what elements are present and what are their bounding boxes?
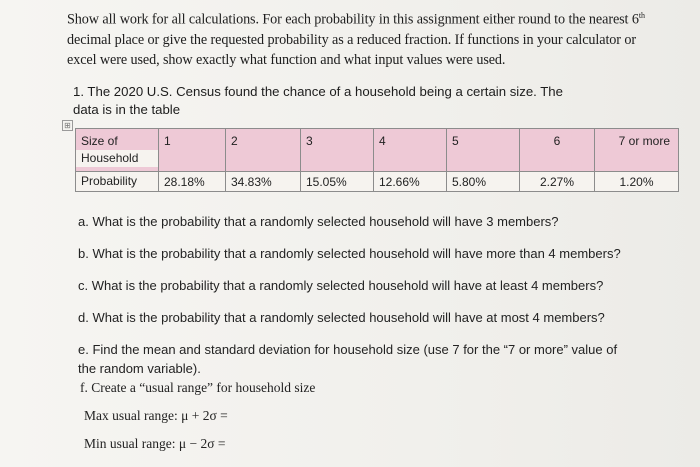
instructions-line-2: decimal place or give the requested probability as a reduced fraction. If functions in your calculator or: [67, 31, 636, 48]
size-cell: 3: [301, 129, 374, 172]
question-1-prompt: 1. The 2020 U.S. Census found the chance of a household being a certain size. The data is in the table: [73, 84, 563, 117]
instructions-paragraph: [67, 6, 672, 70]
size-cell: 7 or more: [595, 129, 679, 172]
table-move-handle-icon[interactable]: ⊞: [62, 120, 73, 131]
question-e: e. Find the mean and standard deviation for household size (use 7 for the “7 or more” value of the random variable).: [78, 342, 618, 376]
household-size-table: [75, 128, 679, 192]
size-cell: 5: [447, 129, 520, 172]
question-b: b. What is the probability that a randomly selected household will have more than 4 members?: [78, 246, 621, 261]
size-cell: 2: [226, 129, 301, 172]
size-cell: 1: [159, 129, 226, 172]
probability-cell: 15.05%: [301, 172, 374, 192]
probability-cell: 1.20%: [595, 172, 679, 192]
probability-cell: 2.27%: [520, 172, 595, 192]
size-row: [76, 129, 679, 172]
probability-row: [76, 172, 679, 192]
min-usual-range: Min usual range: μ − 2σ =: [84, 436, 226, 451]
question-a: a. What is the probability that a randomly selected household will have 3 members?: [78, 214, 559, 229]
usual-range-title: f. Create a “usual range” for household size: [80, 380, 316, 395]
size-row-label: Size of Household: [76, 129, 159, 172]
probability-cell: 28.18%: [159, 172, 226, 192]
max-usual-range: Max usual range: μ + 2σ =: [84, 408, 228, 423]
probability-row-label: Probability: [76, 172, 159, 192]
probability-cell: 34.83%: [226, 172, 301, 192]
instructions-line-3: excel were used, show exactly what function and what input values were used.: [67, 51, 506, 68]
probability-cell: 12.66%: [374, 172, 447, 192]
size-cell: 6: [520, 129, 595, 172]
size-cell: 4: [374, 129, 447, 172]
question-list: [78, 212, 658, 391]
question-c: c. What is the probability that a randomly selected household will have at least 4 members?: [78, 278, 604, 293]
instructions-line-1: Show all work for all calculations. For each probability in this assignment either round to the nearest 6th: [67, 11, 645, 28]
question-d: d. What is the probability that a randomly selected household will have at most 4 members?: [78, 310, 605, 325]
probability-cell: 5.80%: [447, 172, 520, 192]
